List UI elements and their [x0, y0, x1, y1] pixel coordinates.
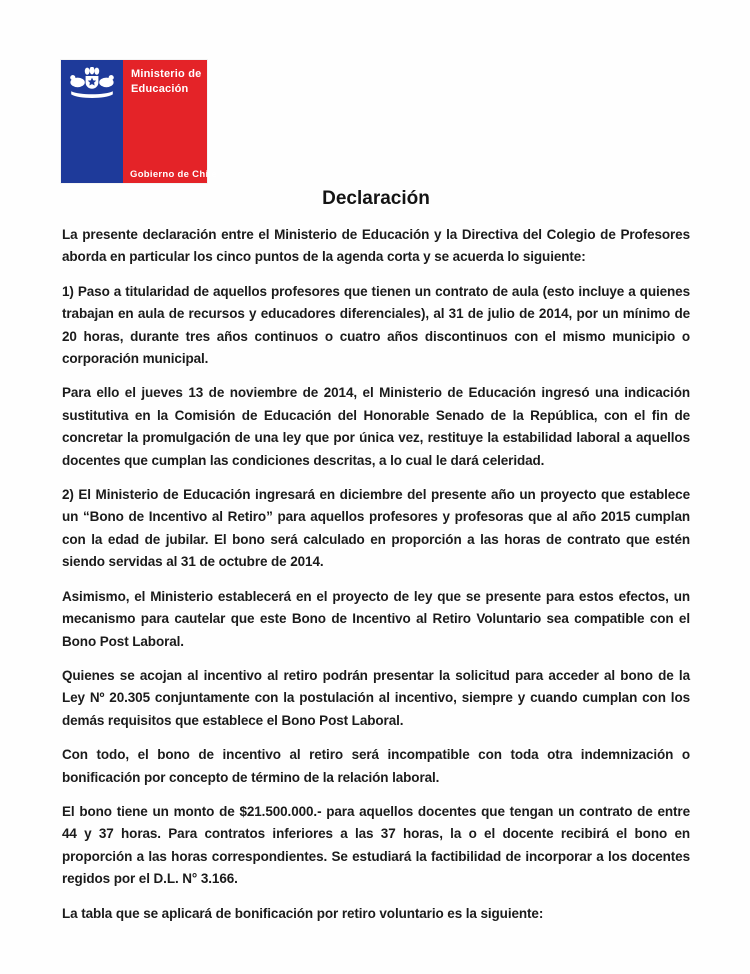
document-body: [62, 224, 690, 937]
logo-blue-panel: [61, 60, 123, 183]
page-title: Declaración: [322, 188, 430, 209]
paragraph-monto-bono: El bono tiene un monto de $21.500.000.- para aquellos docentes que tengan un contrato de entre 44 y 37 horas. Para contratos inferiores a las 37 horas, la o el docente recibirá el bono en proporción a las horas correspondientes. Se estudiará la factibilidad de incorporar a los docentes regidos por el D.L. N° 3.166.: [62, 803, 690, 887]
paragraph-intro: La presente declaración entre el Ministerio de Educación y la Directiva del Colegio de Profesores aborda en particular los cinco puntos de la agenda corta y se acuerda lo siguiente:: [62, 227, 690, 265]
ministry-name-line1: Ministerio de: [131, 68, 202, 80]
paragraph-indicacion-senado: Para ello el jueves 13 de noviembre de 2014, el Ministerio de Educación ingresó una indicación sustitutiva en la Comisión de Educación del Honorable Senado de la República, con el fin de concretar la promulgación de una ley que por única vez, restituye la estabilidad laboral a aquellos docentes que cumplan las condiciones descritas, a lo cual le dará celeridad.: [62, 385, 690, 468]
mineduc-logo: [61, 60, 217, 183]
paragraph-incompatibilidad: Con todo, el bono de incentivo al retiro será incompatible con toda otra indemnización o bonificación por concepto de término de la relación laboral.: [62, 747, 690, 785]
paragraph-ley-20305: Quienes se acojan al incentivo al retiro podrán presentar la solicitud para acceder al bono de la Ley Nº 20.305 conjuntamente con la postulación al incentivo, siempre y cuando cumplan con los demás requisitos que establece el Bono Post Laboral.: [62, 667, 690, 728]
logo-red-panel: [123, 60, 217, 183]
government-of-chile-label: Gobierno de Chile: [130, 169, 217, 180]
chile-coat-of-arms-icon: [68, 67, 116, 101]
paragraph-point2-bono-retiro: 2) El Ministerio de Educación ingresará en diciembre del presente año un proyecto que establece un “Bono de Incentivo al Retiro” para aquellos profesores y profesoras que al año 2015 cumplan con la edad de jubilar. El bono será calculado en proporción a las horas de contrato que estén siendo servidas al 31 de octubre de 2014.: [62, 487, 690, 570]
ministry-name: [123, 60, 207, 97]
paragraph-point1-titularidad: 1) Paso a titularidad de aquellos profesores que tienen un contrato de aula (esto incluye a quienes trabajan en aula de recursos y educadores diferenciales), al 31 de julio de 2014, por un mínimo de 20 horas, durante tres años continuos o cuatro años discontinuos con el mismo municipio o corporación municipal.: [62, 283, 690, 367]
paragraph-compatibilidad: Asimismo, el Ministerio establecerá en el proyecto de ley que se presente para estos efectos, un mecanismo para cautelar que este Bono de Incentivo al Retiro Voluntario sea compatible con el Bono Post Laboral.: [62, 588, 690, 649]
ministry-name-line2: Educación: [131, 83, 189, 95]
paragraph-tabla-intro: La tabla que se aplicará de bonificación por retiro voluntario es la siguiente:: [62, 905, 544, 921]
